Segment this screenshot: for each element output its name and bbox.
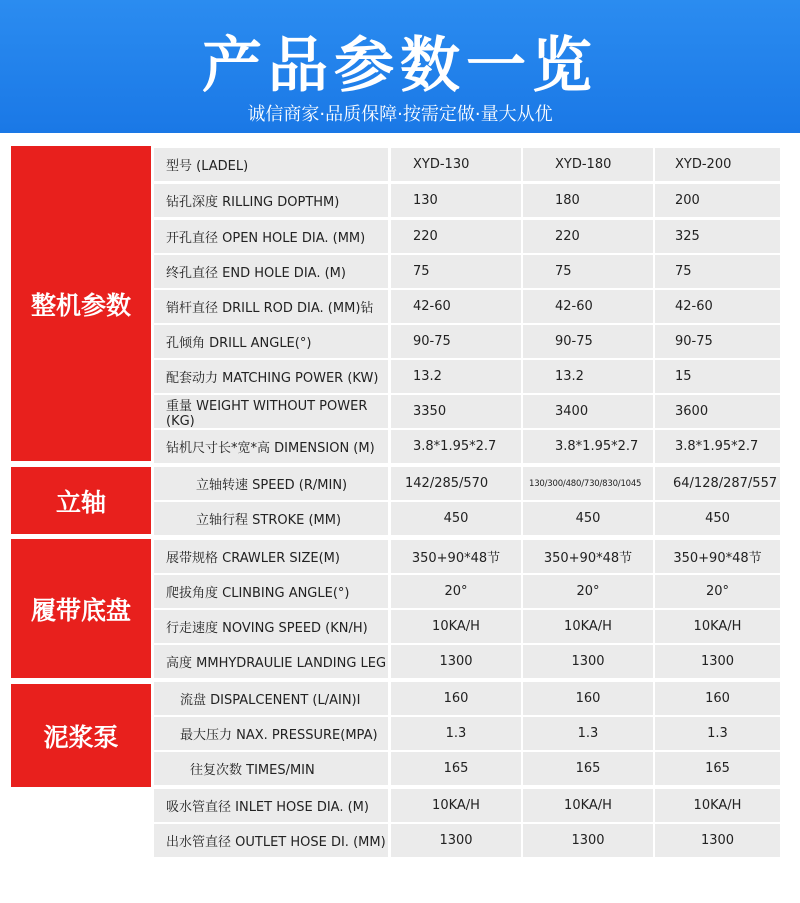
table-row bbox=[154, 717, 780, 750]
value-xyd130: 1300 bbox=[391, 824, 521, 857]
value-xyd130: 1.3 bbox=[391, 717, 521, 750]
table-row bbox=[154, 360, 780, 393]
value-xyd200: 10KA/H bbox=[655, 789, 780, 822]
value-xyd130: 3.8*1.95*2.7 bbox=[391, 430, 521, 463]
row-label: 往复次数 TIMES/MIN bbox=[154, 752, 388, 785]
table-row bbox=[154, 610, 780, 643]
row-label: 流盘 DISPALCENENT (L/AIN)I bbox=[154, 682, 388, 715]
value-xyd130: 13.2 bbox=[391, 360, 521, 393]
value-xyd180: 3400 bbox=[523, 395, 653, 428]
table-row bbox=[154, 220, 780, 253]
table-row bbox=[154, 255, 780, 288]
value-xyd130: 1300 bbox=[391, 645, 521, 678]
value-xyd200: 15 bbox=[655, 360, 780, 393]
row-label: 重量 WEIGHT WITHOUT POWER (KG) bbox=[154, 395, 388, 428]
row-label: 开孔直径 OPEN HOLE DIA. (MM) bbox=[154, 220, 388, 253]
value-xyd200: 200 bbox=[655, 184, 780, 217]
value-xyd130: XYD-130 bbox=[391, 148, 521, 181]
value-xyd130: 142/285/570 bbox=[391, 467, 521, 500]
value-xyd180: 10KA/H bbox=[523, 610, 653, 643]
value-xyd180: 1300 bbox=[523, 824, 653, 857]
row-label: 出水管直径 OUTLET HOSE DI. (MM) bbox=[154, 824, 388, 857]
row-label: 爬拔角度 CLINBING ANGLE(°) bbox=[154, 575, 388, 608]
row-label: 型号 (LADEL) bbox=[154, 148, 388, 181]
page-subtitle: 诚信商家·品质保障·按需定做·量大从优 bbox=[247, 104, 553, 125]
page-title: 产品参数一览 bbox=[202, 31, 598, 101]
row-label: 立轴行程 STROKE (MM) bbox=[154, 502, 388, 535]
value-xyd130: 3350 bbox=[391, 395, 521, 428]
value-xyd130: 90-75 bbox=[391, 325, 521, 358]
value-xyd180: 1.3 bbox=[523, 717, 653, 750]
value-xyd200: 1300 bbox=[655, 824, 780, 857]
category-machine: 整机参数 bbox=[11, 146, 151, 461]
value-xyd180: 160 bbox=[523, 682, 653, 715]
value-xyd200: 10KA/H bbox=[655, 610, 780, 643]
table-row bbox=[154, 325, 780, 358]
value-xyd180: 75 bbox=[523, 255, 653, 288]
value-xyd200: 42-60 bbox=[655, 290, 780, 323]
value-xyd130: 220 bbox=[391, 220, 521, 253]
category-crawler: 履带底盘 bbox=[11, 539, 151, 678]
value-xyd200: 20° bbox=[655, 575, 780, 608]
row-label: 吸水管直径 INLET HOSE DIA. (M) bbox=[154, 789, 388, 822]
value-xyd200: 450 bbox=[655, 502, 780, 535]
value-xyd200: XYD-200 bbox=[655, 148, 780, 181]
table-row bbox=[154, 290, 780, 323]
row-label: 高度 MMHYDRAULIE LANDING LEG bbox=[154, 645, 388, 678]
value-xyd180: 130/300/480/730/830/1045 bbox=[523, 467, 653, 500]
value-xyd180: 42-60 bbox=[523, 290, 653, 323]
value-xyd200: 64/128/287/557 bbox=[655, 467, 780, 500]
value-xyd180: 20° bbox=[523, 575, 653, 608]
table-row bbox=[154, 682, 780, 715]
table-row bbox=[154, 824, 780, 857]
value-xyd130: 75 bbox=[391, 255, 521, 288]
value-xyd200: 90-75 bbox=[655, 325, 780, 358]
value-xyd130: 10KA/H bbox=[391, 789, 521, 822]
value-xyd200: 165 bbox=[655, 752, 780, 785]
value-xyd200: 325 bbox=[655, 220, 780, 253]
value-xyd180: 1300 bbox=[523, 645, 653, 678]
table-row bbox=[154, 148, 780, 181]
value-xyd180: 350+90*48节 bbox=[523, 540, 653, 573]
value-xyd180: 450 bbox=[523, 502, 653, 535]
row-label: 展带规格 CRAWLER SIZE(M) bbox=[154, 540, 388, 573]
table-row bbox=[154, 645, 780, 678]
row-label: 钻机尺寸长*宽*高 DIMENSION (M) bbox=[154, 430, 388, 463]
table-row bbox=[154, 430, 780, 463]
value-xyd180: 13.2 bbox=[523, 360, 653, 393]
table-row bbox=[154, 752, 780, 785]
category-shaft: 立轴 bbox=[11, 467, 151, 534]
value-xyd200: 350+90*48节 bbox=[655, 540, 780, 573]
value-xyd130: 450 bbox=[391, 502, 521, 535]
value-xyd130: 10KA/H bbox=[391, 610, 521, 643]
row-label: 行走速度 NOVING SPEED (KN/H) bbox=[154, 610, 388, 643]
row-label: 孔倾角 DRILL ANGLE(°) bbox=[154, 325, 388, 358]
value-xyd130: 20° bbox=[391, 575, 521, 608]
row-label: 最大压力 NAX. PRESSURE(MPA) bbox=[154, 717, 388, 750]
value-xyd200: 3600 bbox=[655, 395, 780, 428]
value-xyd200: 1.3 bbox=[655, 717, 780, 750]
category-pump: 泥浆泵 bbox=[11, 684, 151, 787]
value-xyd130: 130 bbox=[391, 184, 521, 217]
table-row bbox=[154, 502, 780, 535]
value-xyd200: 160 bbox=[655, 682, 780, 715]
value-xyd130: 42-60 bbox=[391, 290, 521, 323]
value-xyd180: 10KA/H bbox=[523, 789, 653, 822]
value-xyd180: XYD-180 bbox=[523, 148, 653, 181]
table-row bbox=[154, 467, 780, 500]
table-row bbox=[154, 789, 780, 822]
row-label: 终孔直径 END HOLE DIA. (M) bbox=[154, 255, 388, 288]
value-xyd130: 165 bbox=[391, 752, 521, 785]
value-xyd200: 3.8*1.95*2.7 bbox=[655, 430, 780, 463]
table-row bbox=[154, 540, 780, 573]
value-xyd200: 1300 bbox=[655, 645, 780, 678]
header-banner bbox=[0, 0, 800, 133]
value-xyd180: 165 bbox=[523, 752, 653, 785]
row-label: 立轴转速 SPEED (R/MIN) bbox=[154, 467, 388, 500]
row-label: 销杆直径 DRILL ROD DIA. (MM)钻 bbox=[154, 290, 388, 323]
value-xyd180: 180 bbox=[523, 184, 653, 217]
value-xyd180: 220 bbox=[523, 220, 653, 253]
row-label: 钻孔深度 RILLING DOPTHM) bbox=[154, 184, 388, 217]
table-row bbox=[154, 395, 780, 428]
table-row bbox=[154, 575, 780, 608]
table-row bbox=[154, 184, 780, 217]
value-xyd200: 75 bbox=[655, 255, 780, 288]
value-xyd180: 3.8*1.95*2.7 bbox=[523, 430, 653, 463]
value-xyd180: 90-75 bbox=[523, 325, 653, 358]
value-xyd130: 160 bbox=[391, 682, 521, 715]
row-label: 配套动力 MATCHING POWER (KW) bbox=[154, 360, 388, 393]
value-xyd130: 350+90*48节 bbox=[391, 540, 521, 573]
